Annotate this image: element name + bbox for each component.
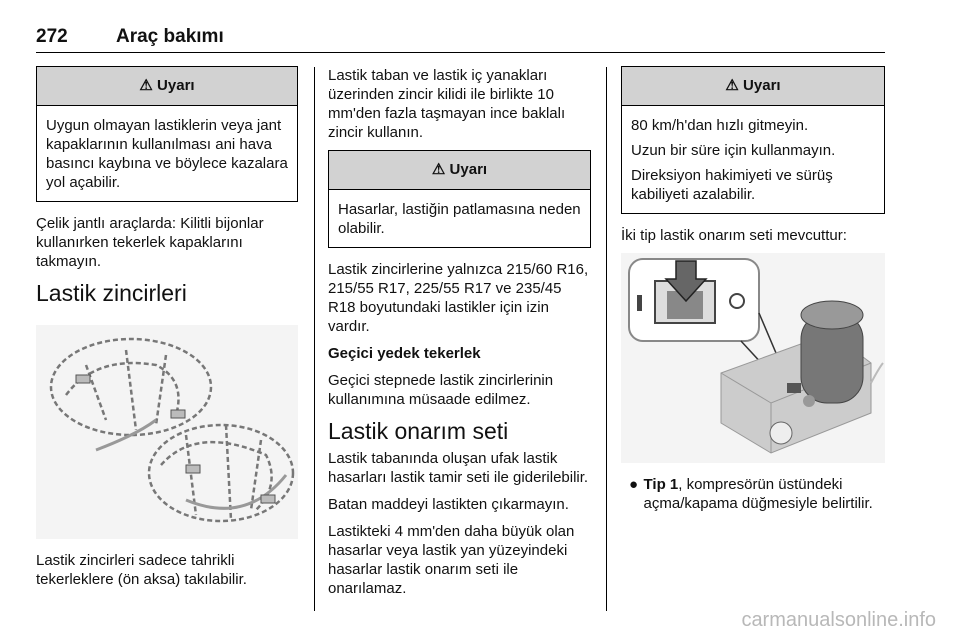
paragraph: Geçici stepnede lastik zincirlerinin kullanımına müsaade edilmez. [328, 372, 554, 408]
paragraph: İki tip lastik onarım seti mevcuttur: [621, 227, 847, 244]
warning-text: Uzun bir süre için kullanmayın. [631, 142, 836, 159]
warning-box [328, 150, 591, 248]
warning-header: ⚠ Uyarı [622, 67, 884, 106]
warning-text: 80 km/h'dan hızlı gitmeyin. [631, 117, 809, 134]
paragraph: Çelik jantlı araçlarda: Kilitli bijonlar kullanırken tekerlek kapaklarını takmayın. [36, 215, 264, 270]
column-divider [606, 67, 607, 611]
warning-box [621, 66, 885, 214]
column-1 [36, 66, 298, 597]
paragraph: Lastik taban ve lastik iç yanakları üzerinden zincir kilidi ile birlikte 10 mm'den fazla taşmayan ince baklalı zincir kullanın. [328, 67, 566, 141]
warning-triangle-icon: ⚠ [139, 77, 153, 94]
tire-chains-illustration [36, 325, 298, 539]
column-divider [314, 67, 315, 611]
warning-header: ⚠ Uyarı [329, 151, 590, 190]
page-number: 272 [36, 26, 68, 47]
paragraph: Lastik zincirlerine yalnızca 215/60 R16, 215/55 R17, 225/55 R17 ve 235/45 R18 boyutundaki lastikler için izin vardır. [328, 261, 589, 335]
warning-triangle-icon: ⚠ [431, 161, 446, 178]
caption: Lastik zincirleri sadece tahrikli tekerleklere (ön aksa) takılabilir. [36, 552, 247, 588]
watermark: carmanualsonline.info [741, 609, 936, 631]
warning-text: Direksiyon hakimiyeti ve sürüş kabiliyeti azalabilir. [631, 167, 833, 203]
page-header [36, 26, 224, 48]
paragraph: Lastikteki 4 mm'den daha büyük olan hasarlar veya lastik yan yüzeyindeki hasarlar lastik onarım seti ile onarılamaz. [328, 523, 575, 597]
section-heading: Lastik zincirleri [36, 280, 187, 306]
subheading: Geçici yedek tekerlek [328, 345, 481, 362]
warning-triangle-icon: ⚠ [725, 77, 739, 94]
warning-text: Hasarlar, lastiğin patlamasına neden olabilir. [338, 201, 581, 237]
warning-header: ⚠ Uyarı [37, 67, 297, 106]
section-heading: Lastik onarım seti [328, 418, 509, 444]
header-rule [36, 52, 885, 53]
warning-box [36, 66, 298, 202]
list-item [621, 475, 885, 513]
section-title: Araç bakımı [116, 26, 224, 47]
column-2 [328, 66, 591, 606]
repair-kit-illustration [621, 253, 885, 463]
warning-text: Uygun olmayan lastiklerin veya jant kapaklarının kullanılması ani hava basıncı kaybına ve böylece kazalara yol açabilir. [46, 117, 288, 191]
bullet-dot: ● [629, 476, 639, 493]
column-3 [621, 66, 885, 513]
paragraph: Batan maddeyi lastikten çıkarmayın. [328, 496, 569, 513]
paragraph: Lastik tabanında oluşan ufak lastik hasarları lastik tamir seti ile giderilebilir. [328, 450, 589, 486]
list-item-text: Tip 1, kompresörün üstündeki açma/kapama düğmesiyle belirtilir. [643, 476, 873, 512]
